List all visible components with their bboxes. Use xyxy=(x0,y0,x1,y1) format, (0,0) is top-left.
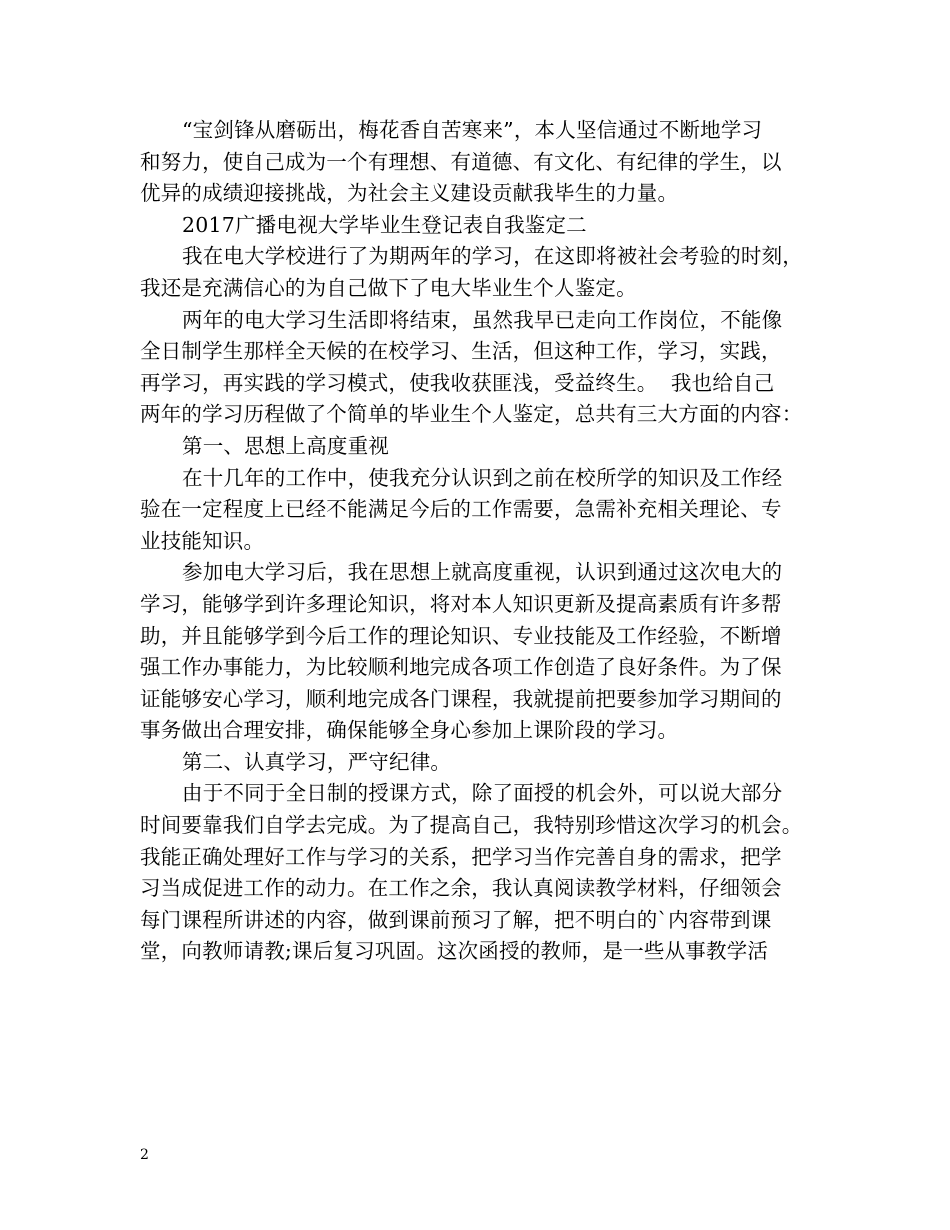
text-line: 由于不同于全日制的授课方式，除了面授的机会外，可以说大部分 xyxy=(182,781,783,806)
text-line: 证能够安心学习，顺利地完成各门课程，我就提前把要参加学习期间的 xyxy=(140,686,782,711)
text-line: 优异的成绩迎接挑战，为社会主义建设贡献我毕生的力量。 xyxy=(140,181,679,206)
text-line: 我能正确处理好工作与学习的关系，把学习当作完善自身的需求，把学 xyxy=(140,844,782,869)
text-line: 业技能知识。 xyxy=(140,528,265,553)
text-line: 参加电大学习后，我在思想上就高度重视，认识到通过这次电大的 xyxy=(182,560,783,585)
subsection-heading: 第二、认真学习，严守纪律。 xyxy=(182,749,452,774)
text-line: 时间要靠我们自学去完成。为了提高自己，我特别珍惜这次学习的机会。 xyxy=(140,813,803,838)
subsection-heading: 第一、思想上高度重视 xyxy=(182,433,389,458)
text-line: “宝剑锋从磨砺出，梅花香自苦寒来”，本人坚信通过不断地学习 xyxy=(182,118,763,142)
text-line: 两年的学习历程做了个简单的毕业生个人鉴定，总共有三大方面的内容： xyxy=(140,402,803,427)
text-line: 每门课程所讲述的内容，做到课前预习了解，把不明白的`内容带到课 xyxy=(140,907,772,932)
text-line: 习当成促进工作的动力。在工作之余，我认真阅读教学材料，仔细领会 xyxy=(140,876,782,901)
text-line: 全日制学生那样全天候的在校学习、生活，但这种工作，学习，实践， xyxy=(140,339,782,364)
text-line: 学习，能够学到许多理论知识，将对本人知识更新及提高素质有许多帮 xyxy=(140,591,782,616)
document-body xyxy=(140,115,830,968)
text-line: 堂，向教师请教;课后复习巩固。这次函授的教师，是一些从事教学活 xyxy=(140,939,769,964)
section-heading: 2017广播电视大学毕业生登记表自我鉴定二 xyxy=(182,212,587,237)
text-line: 事务做出合理安排，确保能够全身心参加上课阶段的学习。 xyxy=(140,718,679,743)
page-number: 2 xyxy=(140,1147,149,1163)
text-line: 和努力，使自己成为一个有理想、有道德、有文化、有纪律的学生，以 xyxy=(140,149,782,174)
text-line: 在十几年的工作中，使我充分认识到之前在校所学的知识及工作经 xyxy=(182,465,783,490)
text-line: 两年的电大学习生活即将结束，虽然我早已走向工作岗位，不能像 xyxy=(182,307,783,332)
text-line: 再学习，再实践的学习模式，使我收获匪浅，受益终生。 我也给自己 xyxy=(140,370,775,395)
text-line: 我还是充满信心的为自己做下了电大毕业生个人鉴定。 xyxy=(140,275,637,300)
text-line: 助，并且能够学到今后工作的理论知识、专业技能及工作经验，不断增 xyxy=(140,623,782,648)
text-line: 我在电大学校进行了为期两年的学习，在这即将被社会考验的时刻， xyxy=(182,244,803,269)
text-line: 验在一定程度上已经不能满足今后的工作需要，急需补充相关理论、专 xyxy=(140,497,782,522)
text-line: 强工作办事能力，为比较顺利地完成各项工作创造了良好条件。为了保 xyxy=(140,655,782,680)
